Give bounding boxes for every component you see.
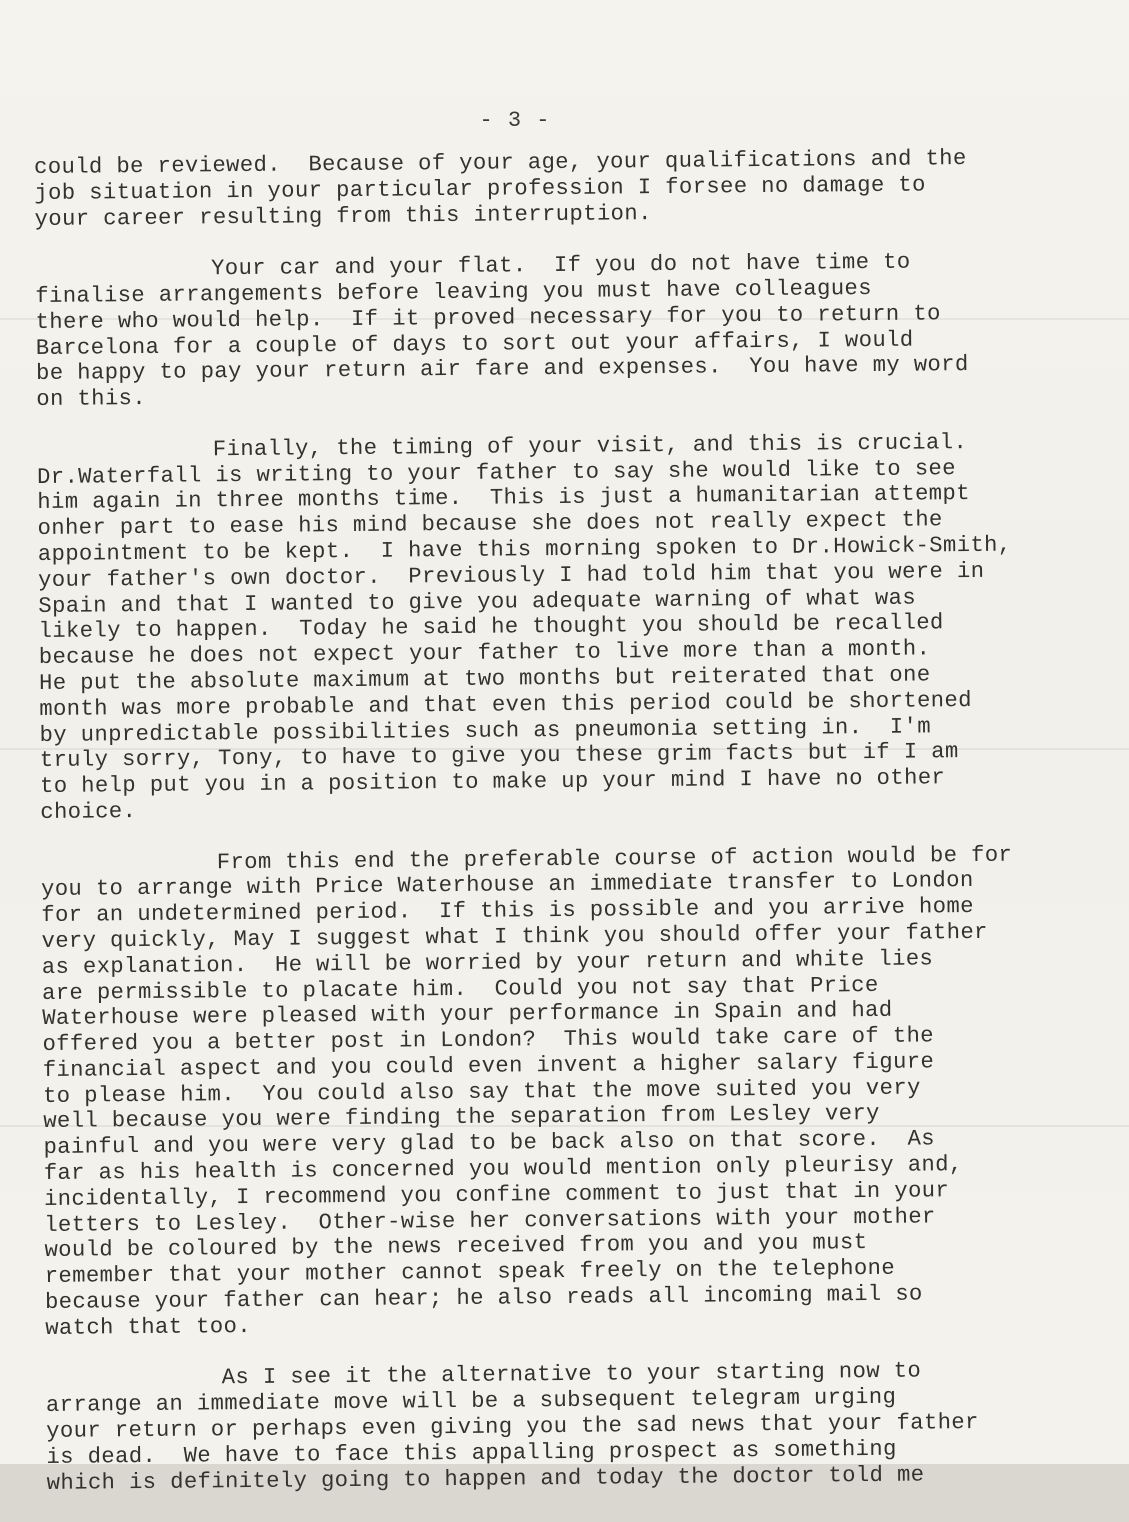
text-line: well because you were finding the separation from Lesley very — [43, 1101, 880, 1135]
page-number: - 3 - — [479, 108, 551, 133]
text-line: for an undetermined period. If this is possible and you arrive home — [41, 894, 974, 929]
text-line: arrange an immediate move will be a subsequent telegram urging — [45, 1385, 897, 1419]
text-line: watch that too. — [45, 1313, 252, 1341]
text-line: offered you a better post in London? This would take care of the — [42, 1023, 935, 1058]
text-line: is dead. We have to face this appalling prospect as something — [46, 1436, 897, 1470]
text-line: remember that your mother cannot speak freely on the telephone — [44, 1256, 896, 1290]
letter-body — [34, 145, 1127, 1522]
text-line: letters to Lesley. Other-wise her conversations with your mother — [44, 1204, 936, 1238]
text-line: From this end the preferable course of action would be for — [216, 842, 1013, 875]
text-line: likely to happen. Today he said he thought you should be recalled — [38, 610, 944, 645]
text-line: your career resulting from this interruption. — [34, 200, 652, 232]
text-line: job situation in your particular profession I forsee no damage to — [34, 172, 926, 206]
text-line: there who would help. If it proved necessary for you to return to — [35, 301, 941, 335]
text-line: Finally, the timing of your visit, and this is crucial. — [212, 429, 968, 463]
text-line: by unpredictable possibilities such as pneumonia setting in. I'm — [39, 713, 932, 748]
text-line: Barcelona for a couple of days to sort out your affairs, I would — [35, 327, 914, 361]
text-line: you to arrange with Price Waterhouse an immediate transfer to London — [40, 868, 974, 903]
text-line: are permissible to placate him. Could you not say that Price — [41, 972, 879, 1006]
paragraph-alternative — [46, 1357, 1127, 1496]
text-line: very quickly, May I suggest what I think you should offer your father — [41, 919, 988, 954]
text-line: him again in three months time. This is just a humanitarian attempt — [37, 481, 971, 516]
text-line: Your car and your flat. If you do not have time to — [210, 249, 911, 282]
text-line: to please him. You could also say that the move suited you very — [42, 1075, 921, 1109]
text-line: truly sorry, Tony, to have to give you these grim facts but if I am — [39, 739, 959, 774]
text-line: would be coloured by the news received from you and you must — [44, 1230, 868, 1264]
text-line: finalise arrangements before leaving you must have colleagues — [35, 275, 873, 309]
text-line: could be reviewed. Because of your age, your qualifications and the — [34, 146, 967, 180]
text-line: because he does not expect your father to live more than a month. — [38, 636, 931, 671]
text-line: Waterhouse were pleased with your performance in Spain and had — [42, 998, 893, 1032]
text-line: on this. — [36, 386, 147, 413]
text-line: onher part to ease his mind because she does not really expect the — [37, 507, 943, 542]
text-line: He put the absolute maximum at two months but reiterated that one — [38, 662, 931, 696]
text-line: incidentally, I recommend you confine comment to just that in your — [43, 1178, 950, 1212]
text-line: be happy to pay your return air fare and expenses. You have my word — [35, 352, 969, 387]
text-line: your return or perhaps even giving you the sad news that your father — [46, 1410, 979, 1444]
text-line: appointment to be kept. I have this morning spoken to Dr.Howick-Smith, — [37, 532, 1012, 567]
text-line: Dr.Waterfall is writing to your father to say she would like to see — [36, 455, 957, 490]
text-line: which is definitely going to happen and today the doctor told me — [46, 1462, 925, 1496]
text-line: month was more probable and that even this period could be shortened — [39, 687, 973, 722]
paragraph-car-and-flat — [35, 248, 1116, 413]
text-line: Spain and that I wanted to give you adequate warning of what was — [38, 585, 917, 619]
text-line: financial aspect and you could even invent a higher salary figure — [42, 1049, 935, 1083]
paragraph-timing — [37, 428, 1121, 825]
text-line: to help put you in a position to make up your mind I have no other — [39, 765, 946, 800]
paragraph-course-of-action — [41, 841, 1126, 1341]
text-line: As I see it the alternative to your starting now to — [221, 1358, 922, 1391]
text-line: choice. — [40, 798, 137, 825]
paragraph-career — [34, 145, 1115, 233]
text-line: because your father can hear; he also reads all incoming mail so — [44, 1281, 923, 1316]
text-line: as explanation. He will be worried by your return and white lies — [41, 946, 934, 980]
text-line: far as his health is concerned you would mention only pleurisy and, — [43, 1152, 963, 1187]
text-line: painful and you were very glad to be back also on that score. As — [43, 1126, 936, 1161]
text-line: your father's own doctor. Previously I had told him that you were in — [37, 558, 985, 593]
